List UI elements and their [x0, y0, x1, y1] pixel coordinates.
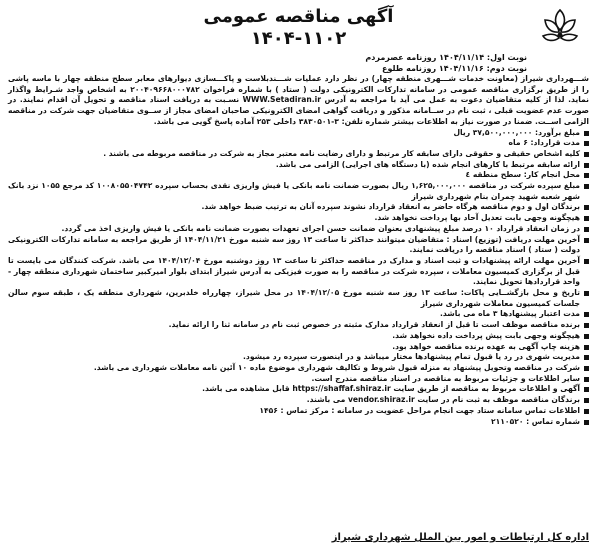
- list-item: هیچگونه وجهی بابت تعدیل آحاد بها پرداخت نخواهد شد.: [8, 213, 589, 224]
- list-item: مدیریت شهری در رد یا قبول تمام پیشنهادها مختار میباشد و در اینصورت سپرده رد میشود.: [8, 352, 589, 363]
- list-item: مدت اعتبار پیشنهادها ۳ ماه می باشد.: [8, 309, 589, 320]
- list-item: برندگان مناقصه موظف به ثبت نام در سایت vendor.shiraz.ir می باشند.: [8, 395, 589, 406]
- second-publication: نوبت دوم: ۱۴۰۴/۱۱/۱۶ روزنامه طلوع: [382, 64, 527, 73]
- first-publication: نوبت اول: ۱۴۰۴/۱۱/۱۴ روزنامه عصرمردم: [365, 53, 527, 62]
- list-item: سایر اطلاعات و جزئیات مربوط به مناقصه در اسناد مناقصه مندرج است.: [8, 374, 589, 385]
- intro-paragraph: شـــهرداری شیراز (معاونت خدمات شـــهری منطقه چهار) در نظر دارد عملیات شـــندبلاست و پاکـــسازی دیوارهای معابر سطح منطقه چهار با ماسه پاشی را از طریق برگزاری مناقصه عمومی در سامانه تدارکات الکترونیکی دولت ( ستاد ) با شماره فراخوان ۲۰۰۴۰۹۶۶۸۰۰۰۷۸۲ به اشخاص واجد شـرایط واگذار نماید. لذا از کلیه متقاضیان دعوت به عمل می آید با مراجعه به آدرس WWW.Setadiran.ir نسـبت به دریافت اسناد مناقصه و تحویل آن اقدام نمایند. در صورت عدم عضویت قبلی ، ثبت نام در ســامانه مذکور و دریافت گواهی امضای الکترونیکی صاحبان امضای مجاز از ســوی متقاضیان جهت شرکت در مناقصه الزامی اســت. ضمنا در صورت نیاز به اطلاعات بیشتر شماره تلفن: ۳-۳۸۳۰۵۰۱ داخلی ۲۵۳ آماده پاسخ گویی می باشد.: [8, 74, 589, 126]
- list-item: ارائه سابقه مرتبط با کارهای انجام شده (با دستگاه های اجرایی) الزامی می باشد.: [8, 160, 589, 171]
- list-item: در زمان انعقاد قرارداد ۱۰ درصد مبلغ پیشنهادی بعنوان ضمانت حسن اجرای تعهدات بصورت ضمانت نامه بانکی یا فیش واریزی اخذ می گردد.: [8, 224, 589, 235]
- conditions-list: [8, 128, 589, 428]
- list-item: برنده مناقصه موظف است تا قبل از انعقاد قرارداد مدارک مثبته در خصوص ثبت نام در سامانه ثنا را ارائه نماید.: [8, 320, 589, 331]
- notice-body: [8, 74, 589, 427]
- list-item: هزینه چاپ آگهی به عهده برنده مناقصه خواهد بود.: [8, 342, 589, 353]
- list-item: تاریخ و محل بازگشــایی پاکات: ساعت ۱۳ روز سه شنبه مورخ ۱۴۰۴/۱۲/۰۵ در محل شیراز، چهارراه خلدبرین، شهرداری منطقه یک ، طبقه سوم سالن جلسات کمیسیون معاملات شهرداری شیراز: [8, 288, 589, 309]
- list-item: آگهی و اطلاعات مربوط به مناقصه از طریق سایت https://shaffaf.shiraz.ir قابل مشاهده می باشد.: [8, 384, 589, 395]
- list-item: هیچگونه وجهی بابت پیش پرداخت داده نخواهد شد.: [8, 331, 589, 342]
- list-item: محل انجام کار: سطح منطقه ٤: [8, 170, 589, 181]
- publication-dates: [365, 52, 527, 74]
- list-item: مبلغ سپرده شرکت در مناقصه ۱,۶۲۵,۰۰۰,۰۰۰ ریال بصورت ضمانت نامه بانکی یا فیش واریزی نقدی بحساب سپرده ۱۰۰۸۰۵۵۰۴۷۴۲ کد مرجع ۱۰۵۵ نزد بانک شهر شعبه شهید چمران بنام شهرداری شیراز: [8, 181, 589, 202]
- list-item: شماره تماس : ۲۱۱۰۵۲۰: [8, 417, 589, 428]
- list-item: مدت قرارداد: ۶ ماه: [8, 138, 589, 149]
- list-item: برندگان اول و دوم مناقصه هرگاه حاضر به انعقاد قرارداد نشوند سپرده آنان به ترتیب ضبط خواهد شد.: [8, 202, 589, 213]
- list-item: کلیه اشخاص حقیقی و حقوقی دارای سابقه کار مرتبط و دارای رضایت نامه معتبر مجاز به شرکت در مناقصه مربوطه می باشند .: [8, 149, 589, 160]
- list-item: آخرین مهلت ارائه پیشنهادات و ثبت اسناد و مدارک در مناقصه حداکثر تا ساعت ۱۳ روز دوشنبه مورخ ۱۴۰۴/۱۲/۰۴ می باشد. شرکت کنندگان می بایست تا قبل از برگزاری کمیسیون معاملات ، سپرده شرکت در مناقصه را به صورت فیزیکی به آدرس شیراز ابتدای بلوار امیرکبیر ساختمان شهرداری منطقه چهار - واحد قراردادها تحویل نمایند.: [8, 256, 589, 288]
- issuer-name: اداره کل ارتباطات و امور بین الملل شهرداری شیراز: [331, 532, 589, 543]
- title-block: [0, 6, 597, 50]
- notice-title: آگهی مناقصه عمومی: [203, 6, 394, 27]
- list-item: آخرین مهلت دریافت (توزیع) اسناد : متقاضیان میتوانند حداکثر تا ساعت ۱۳ روز سه شنبه مورخ ۱۴۰۴/۱۱/۲۱ از طریق مراجعه به سامانه تدارکات الکترونیکی دولت ( ستاد ) اسناد مناقصه را دریافت نمایند.: [8, 235, 589, 256]
- list-item: اطلاعات تماس سامانه ستاد جهت انجام مراحل عضویت در سامانه : مرکز تماس : ۱۴۵۶: [8, 406, 589, 417]
- issuer-footer: [332, 532, 589, 543]
- tender-number: ۱۴۰۴-۱۱۰۲: [250, 28, 347, 49]
- list-item: شرکت در مناقصه وتحویل پیشنهاد به منزله قبول شروط و تکالیف شهرداری موضوع ماده ۱۰ آئین نامه معاملات شهرداری می باشد.: [8, 363, 589, 374]
- list-item: مبلغ برآورد: ۳۷,۵۰۰,۰۰۰,۰۰۰ ریال: [8, 128, 589, 139]
